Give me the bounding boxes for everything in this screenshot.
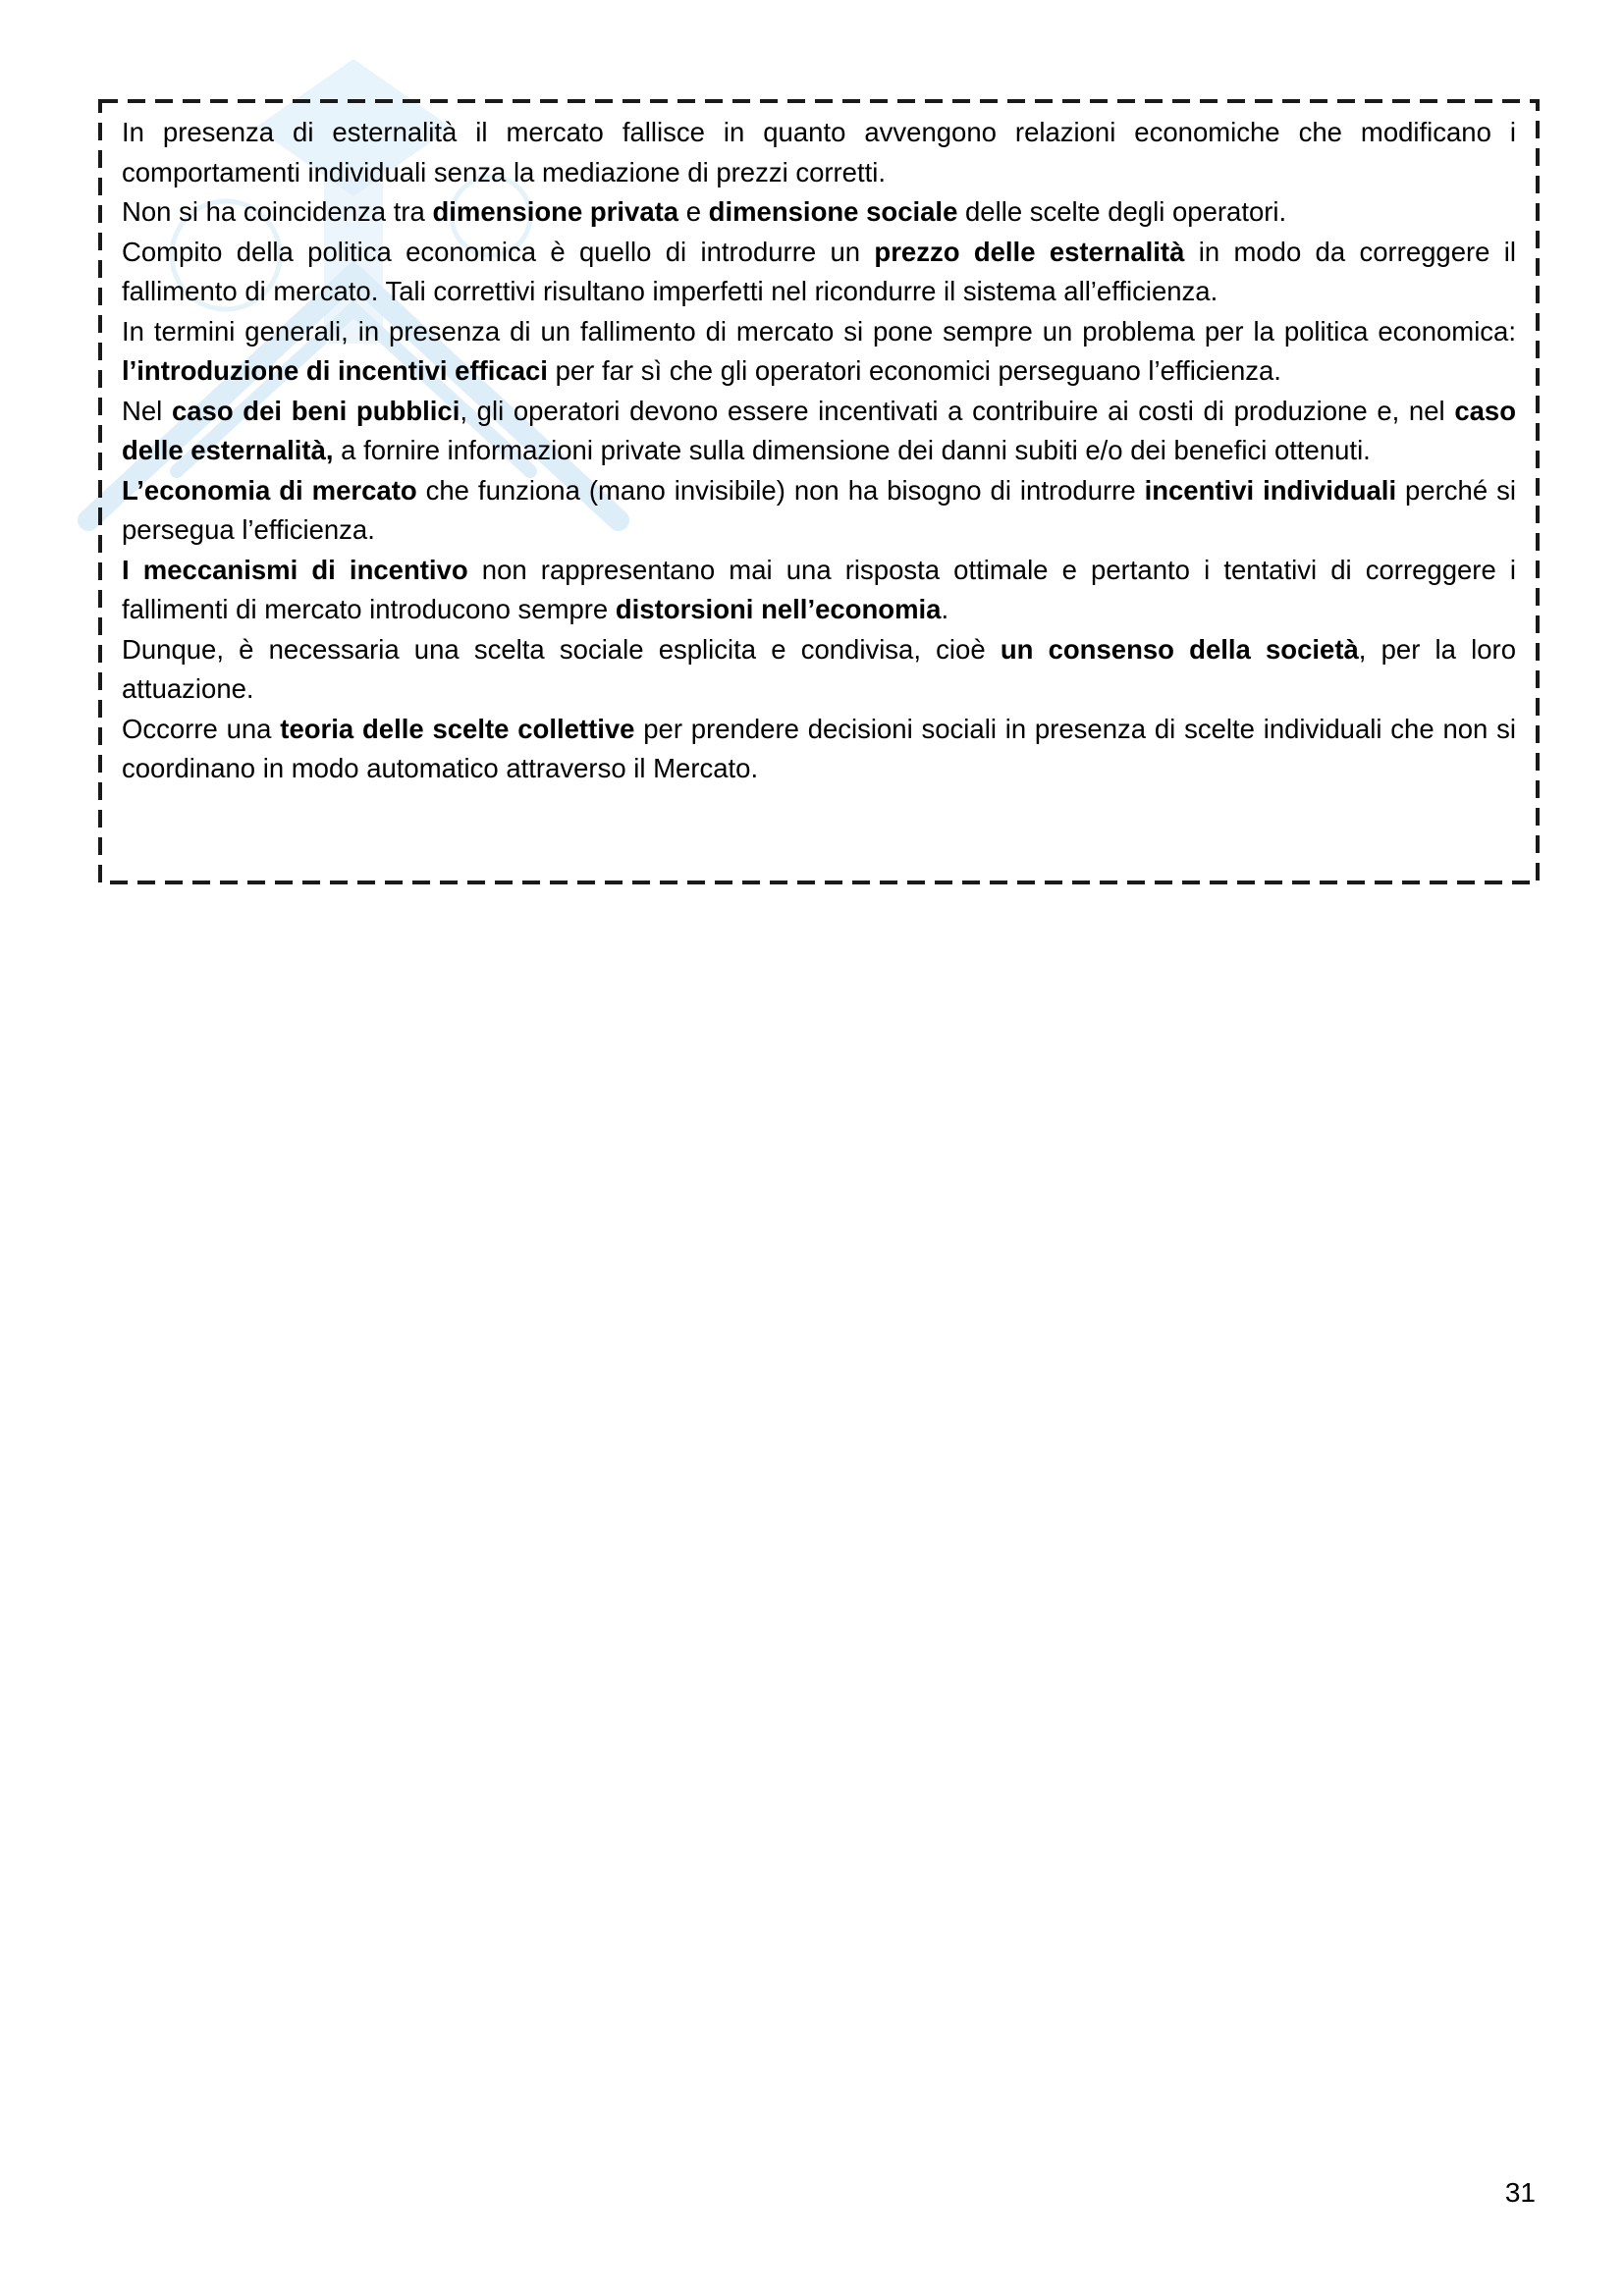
text-segment: e — [678, 196, 709, 227]
bold-term: prezzo delle esternalità — [874, 236, 1185, 267]
box-text — [122, 113, 1516, 789]
bold-term: dimensione privata — [432, 196, 679, 227]
bold-term: caso delle esternalità, — [122, 395, 1516, 465]
text-segment: Nel — [122, 395, 172, 426]
text-segment: Occorre una — [122, 713, 281, 744]
paragraph-esternalita — [122, 113, 1516, 192]
paragraph-coincidenza — [122, 192, 1516, 233]
paragraph-termini-generali — [122, 312, 1516, 392]
text-segment: che funziona (mano invisibile) non ha bisogno di introdurre — [416, 474, 1145, 506]
paragraph-scelte-collettive — [122, 710, 1516, 789]
bold-term: distorsioni nell’economia — [615, 594, 942, 624]
text-box — [98, 99, 1540, 884]
text-segment: delle scelte degli operatori. — [957, 196, 1287, 227]
paragraph-beni-pubblici — [122, 392, 1516, 471]
text-segment: , per la loro attuazione. — [122, 633, 1516, 704]
text-segment: in modo da correggere il fallimento di mercato. Tali correttivi risultano imperfetti nel ricondurre il sistema all’efficienza. — [122, 236, 1517, 306]
paragraph-meccanismi — [122, 551, 1516, 630]
bold-term: teoria delle scelte collettive — [280, 713, 635, 744]
text-segment: . — [941, 594, 949, 624]
bold-term: un consenso della società — [1000, 633, 1359, 665]
text-segment: perché si persegua l’efficienza. — [122, 474, 1516, 545]
paragraph-economia-mercato — [122, 471, 1516, 551]
text-segment: Non si ha coincidenza tra — [122, 196, 433, 227]
paragraph-compito — [122, 233, 1516, 312]
text-segment: In presenza di esternalità il mercato fallisce in quanto avvengono relazioni economiche che modificano i comportamenti individuali senza la mediazione di prezzi corretti. — [122, 117, 1516, 187]
text-segment: per far sì che gli operatori economici perseguano l’efficienza. — [547, 355, 1281, 386]
bold-term: I meccanismi di incentivo — [122, 554, 468, 585]
text-segment: per prendere decisioni sociali in presenza di scelte individuali che non si coordinano in modo automatico attraverso il Mercato. — [122, 713, 1516, 783]
text-segment: Compito della politica economica è quello di introdurre un — [122, 236, 875, 267]
page-number: 31 — [1504, 2177, 1536, 2208]
text-segment: , gli operatori devono essere incentivati a contribuire ai costi di produzione e, nel — [460, 395, 1455, 426]
bold-term: caso dei beni pubblici — [171, 395, 460, 426]
text-segment: Dunque, è necessaria una scelta sociale esplicita e condivisa, cioè — [122, 633, 1001, 665]
bold-term: incentivi individuali — [1144, 474, 1397, 506]
paragraph-consenso — [122, 630, 1516, 710]
bold-term: l’introduzione di incentivi efficaci — [122, 355, 548, 386]
bold-term: L’economia di mercato — [122, 474, 417, 506]
text-segment: a fornire informazioni private sulla dimensione dei danni subiti e/o dei benefici ottenuti. — [333, 435, 1371, 465]
text-segment: In termini generali, in presenza di un fallimento di mercato si pone sempre un problema per la politica economica: — [122, 315, 1516, 347]
text-segment: non rappresentano mai una risposta ottimale e pertanto i tentativi di correggere i fallimenti di mercato introducono sempre — [122, 554, 1516, 624]
bold-term: dimensione sociale — [708, 196, 958, 227]
